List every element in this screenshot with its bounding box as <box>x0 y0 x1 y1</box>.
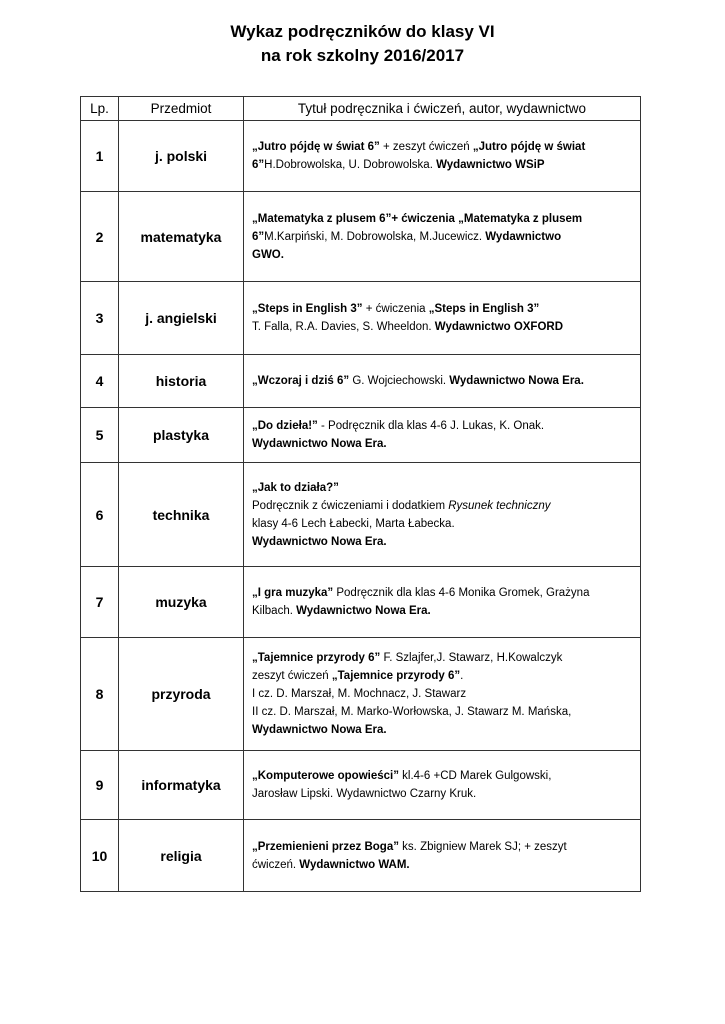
table-header-row <box>81 97 641 121</box>
table-row <box>81 121 641 192</box>
header-subject: Przedmiot <box>119 97 244 121</box>
book-text-segment: „Jutro pójdę w świat <box>472 141 586 153</box>
book-details-line <box>252 246 636 264</box>
book-text-segment: „Komputerowe opowieści” <box>252 770 399 782</box>
book-details <box>244 355 641 408</box>
book-details-line <box>252 721 636 739</box>
book-text-segment: Podręcznik dla klas 4-6 Monika Gromek, Grażyna <box>333 587 590 599</box>
book-text-segment: I cz. D. Marszał, M. Mochnacz, J. Stawarz <box>252 688 467 700</box>
book-text-segment: GWO. <box>252 248 284 261</box>
book-details-line <box>252 584 636 602</box>
table-row <box>81 192 641 282</box>
row-number: 7 <box>81 567 119 638</box>
book-details-line <box>252 533 636 551</box>
book-details <box>244 121 641 192</box>
book-text-segment: „Tajemnice przyrody 6” <box>331 670 461 682</box>
row-number: 5 <box>81 408 119 463</box>
book-details <box>244 192 641 282</box>
book-text-segment: ks. Zbigniew Marek SJ; + zeszyt <box>398 840 567 853</box>
document-title <box>0 20 725 68</box>
book-text-segment: Wydawnictwo WSiP <box>436 159 545 171</box>
header-lp: Lp. <box>81 97 119 121</box>
book-text-segment: „Tajemnice przyrody 6” <box>252 652 381 664</box>
book-text-segment: kl.4-6 +CD Marek Gulgowski, <box>398 770 552 782</box>
book-details-line <box>252 703 636 721</box>
book-details <box>244 282 641 355</box>
book-text-segment: . <box>460 670 464 682</box>
row-number: 8 <box>81 638 119 751</box>
subject-name: plastyka <box>119 408 244 463</box>
row-number: 4 <box>81 355 119 408</box>
subject-name: religia <box>119 820 244 892</box>
book-text-segment: „Jak to działa?” <box>252 481 339 494</box>
book-details-line <box>252 417 636 435</box>
book-text-segment: Wydawnictwo OXFORD <box>434 321 564 333</box>
book-text-segment: Wydawnictwo Nowa Era. <box>252 535 387 548</box>
book-text-segment: klasy 4-6 Lech Łabecki, Marta Łabecka. <box>252 517 455 530</box>
book-details-line <box>252 856 636 874</box>
row-number: 10 <box>81 820 119 892</box>
table-row <box>81 408 641 463</box>
subject-name: j. angielski <box>119 282 244 355</box>
book-text-segment: „Matematyka z plusem 6”+ ćwiczenia „Matematyka z plusem <box>252 212 583 225</box>
book-details-line <box>252 838 636 856</box>
book-details-line <box>252 685 636 703</box>
book-details-line <box>252 479 636 497</box>
book-details-line <box>252 767 636 785</box>
book-text-segment: „Do dzieła!” <box>252 420 318 432</box>
book-details-line <box>252 497 636 515</box>
book-text-segment: Rysunek techniczny <box>448 499 551 512</box>
subject-name: muzyka <box>119 567 244 638</box>
title-line-2: na rok szkolny 2016/2017 <box>260 46 465 65</box>
book-text-segment: G. Wojciechowski. <box>349 375 450 387</box>
book-text-segment: „Przemienieni przez Boga” <box>252 840 399 853</box>
book-details-line <box>252 318 636 336</box>
table-row <box>81 820 641 892</box>
book-details-line <box>252 649 636 667</box>
book-details-line <box>252 156 636 174</box>
title-line-1: Wykaz podręczników do klasy VI <box>230 22 495 41</box>
book-details <box>244 408 641 463</box>
subject-name: informatyka <box>119 751 244 820</box>
subject-name: matematyka <box>119 192 244 282</box>
book-text-segment: - Podręcznik dla klas 4-6 J. Lukas, K. Onak. <box>317 420 545 432</box>
book-details-line <box>252 602 636 620</box>
table-row <box>81 751 641 820</box>
book-details-line <box>252 300 636 318</box>
row-number: 6 <box>81 463 119 567</box>
book-text-segment: II cz. D. Marszał, M. Marko-Worłowska, J. Stawarz M. Mańska, <box>252 706 572 718</box>
header-book: Tytuł podręcznika i ćwiczeń, autor, wydawnictwo <box>244 97 641 121</box>
book-details-line <box>252 210 636 228</box>
book-text-segment: H.Dobrowolska, U. Dobrowolska. <box>264 159 437 171</box>
book-text-segment: Wydawnictwo Nowa Era. <box>252 724 387 736</box>
book-details-line <box>252 372 636 390</box>
book-text-segment: + ćwiczenia <box>362 303 429 315</box>
book-text-segment: ćwiczeń. <box>252 858 300 871</box>
row-number: 9 <box>81 751 119 820</box>
row-number: 1 <box>81 121 119 192</box>
table-body <box>81 121 641 892</box>
book-text-segment: F. Szlajfer,J. Stawarz, H.Kowalczyk <box>380 652 563 664</box>
book-details <box>244 751 641 820</box>
book-details-line <box>252 435 636 453</box>
subject-name: przyroda <box>119 638 244 751</box>
table-row <box>81 282 641 355</box>
row-number: 3 <box>81 282 119 355</box>
book-details-line <box>252 785 636 803</box>
book-details-line <box>252 667 636 685</box>
book-details-line <box>252 138 636 156</box>
book-details <box>244 463 641 567</box>
table-row <box>81 638 641 751</box>
book-text-segment: + zeszyt ćwiczeń <box>379 141 473 153</box>
book-text-segment: „Wczoraj i dziś 6” <box>252 375 350 387</box>
table-row <box>81 567 641 638</box>
book-details-line <box>252 228 636 246</box>
book-text-segment: 6” <box>252 159 265 171</box>
book-text-segment: M.Karpiński, M. Dobrowolska, M.Jucewicz. <box>264 230 486 243</box>
book-text-segment: „Steps in English 3” <box>428 303 540 315</box>
book-text-segment: Wydawnictwo WAM. <box>299 858 410 871</box>
subject-name: j. polski <box>119 121 244 192</box>
book-details-line <box>252 515 636 533</box>
book-text-segment: Wydawnictwo <box>485 230 562 243</box>
book-text-segment: T. Falla, R.A. Davies, S. Wheeldon. <box>252 321 435 333</box>
book-text-segment: „Steps in English 3” <box>252 303 363 315</box>
book-text-segment: Wydawnictwo Nowa Era. <box>296 605 431 617</box>
book-text-segment: Wydawnictwo Nowa Era. <box>252 438 387 450</box>
subject-name: technika <box>119 463 244 567</box>
book-text-segment: Podręcznik z ćwiczeniami i dodatkiem <box>252 499 449 512</box>
book-text-segment: zeszyt ćwiczeń <box>252 670 332 682</box>
book-details <box>244 567 641 638</box>
book-text-segment: Kilbach. <box>252 605 297 617</box>
table-row <box>81 463 641 567</box>
book-details <box>244 820 641 892</box>
table-row <box>81 355 641 408</box>
book-text-segment: „Jutro pójdę w świat 6” <box>252 141 380 153</box>
book-text-segment: 6” <box>252 230 265 243</box>
textbook-table <box>80 96 641 892</box>
subject-name: historia <box>119 355 244 408</box>
row-number: 2 <box>81 192 119 282</box>
book-text-segment: Jarosław Lipski. Wydawnictwo Czarny Kruk. <box>252 788 477 800</box>
book-details <box>244 638 641 751</box>
book-text-segment: Wydawnictwo Nowa Era. <box>449 375 584 387</box>
book-text-segment: „I gra muzyka” <box>252 587 334 599</box>
